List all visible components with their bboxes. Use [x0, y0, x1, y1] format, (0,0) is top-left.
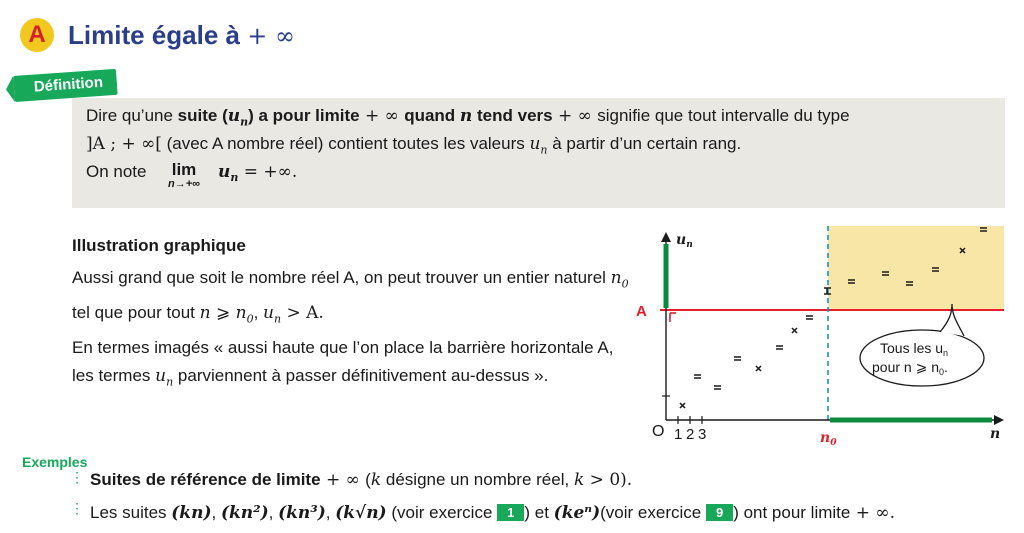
- bubble-line-2: [872, 359, 948, 377]
- bubble-text: .: [944, 359, 948, 375]
- speech-bubble: [860, 330, 984, 386]
- point: [756, 366, 761, 371]
- math: n: [235, 302, 247, 323]
- n0-main: n: [820, 430, 831, 446]
- y-label-main: u: [676, 232, 687, 248]
- math: u: [263, 302, 274, 323]
- bullet-dots: ⋮: [70, 500, 84, 516]
- math: 0: [621, 277, 629, 291]
- exercise-link-9[interactable]: 9: [706, 504, 733, 521]
- limit-expression: [218, 162, 297, 185]
- text: ,: [253, 302, 264, 322]
- tick-label-1: 1: [674, 426, 683, 443]
- math: + ∞: [552, 106, 598, 126]
- point: [734, 357, 741, 360]
- math: n: [459, 106, 473, 126]
- bubble-text: pour n ⩾ n: [872, 359, 939, 375]
- text: à partir d’un certain rang.: [547, 134, 742, 153]
- text: ,: [268, 503, 279, 522]
- tick-label-2: 2: [686, 426, 695, 443]
- exercise-link-1[interactable]: 1: [497, 504, 524, 521]
- text: suite (: [177, 106, 228, 125]
- title-math: + ∞: [247, 22, 295, 50]
- math: + ∞: [359, 106, 405, 126]
- math: ]A ; + ∞[: [86, 134, 162, 154]
- text: ,: [325, 503, 336, 522]
- text: (: [365, 470, 371, 489]
- point: [792, 328, 797, 333]
- n0-label: [820, 430, 837, 448]
- sequence-graph: [632, 220, 1012, 452]
- math: 0: [246, 312, 254, 326]
- math: + ∞: [320, 470, 366, 490]
- math: (keⁿ): [553, 503, 601, 523]
- zone-above-a: [828, 226, 1004, 310]
- text: ,: [211, 503, 221, 522]
- x-axis-label: n: [990, 426, 1001, 442]
- definition-line-3: [86, 162, 147, 182]
- point: [806, 316, 813, 319]
- section-title: [68, 20, 295, 51]
- math: n: [273, 312, 282, 326]
- bubble-text: Tous les u: [880, 340, 944, 356]
- n0-sub: 0: [830, 438, 837, 448]
- math: n: [540, 143, 548, 157]
- math: u: [155, 366, 167, 387]
- text: Aussi grand que soit le nombre réel A, on peut trouver un entier naturel: [72, 268, 611, 287]
- math: n: [610, 268, 622, 288]
- examples-line-1: [90, 470, 632, 490]
- bullet-dots: ⋮: [70, 469, 84, 485]
- math: = +∞.: [238, 162, 298, 182]
- text: ) ont pour limite: [733, 503, 851, 522]
- math: > 0).: [584, 470, 633, 490]
- math: n: [199, 302, 211, 323]
- math: k: [573, 470, 585, 490]
- text: signifie que tout intervalle du type: [597, 106, 850, 125]
- text: quand: [404, 106, 460, 125]
- examples-tag: Exemples: [22, 454, 88, 470]
- math: (kn): [171, 503, 212, 523]
- illustration-title: Illustration graphique: [72, 236, 246, 255]
- definition-tag: Définition: [13, 69, 118, 102]
- y-axis-arrow: [661, 232, 671, 242]
- math: u: [227, 106, 241, 126]
- text: tel que pour tout: [72, 302, 200, 322]
- text: Suites de référence de limite: [90, 470, 321, 489]
- math: n: [166, 375, 174, 389]
- text: désigne un nombre réel,: [381, 470, 574, 489]
- text: ) a pour limite: [248, 106, 360, 125]
- text: Dire qu’une: [86, 106, 178, 125]
- bubble-sub: n: [943, 348, 949, 358]
- tick-label-3: 3: [698, 426, 707, 443]
- text: ) et: [524, 503, 554, 522]
- section-badge: A: [20, 18, 54, 52]
- bubble-line-1: [880, 340, 948, 358]
- y-label-sub: n: [686, 240, 693, 250]
- point: [680, 403, 685, 408]
- math: n: [230, 171, 239, 185]
- limit-notation: [158, 160, 210, 190]
- definition-line-2: [86, 134, 741, 156]
- math: u: [529, 134, 541, 154]
- examples-line-2: [90, 503, 895, 523]
- math: + ∞.: [850, 503, 895, 523]
- definition-line-1: [86, 106, 850, 128]
- a-label: A: [636, 303, 647, 320]
- x-axis-arrow: [994, 415, 1004, 425]
- math: n: [240, 115, 249, 129]
- bubble-sub: 0: [939, 367, 945, 377]
- math: k: [370, 470, 382, 490]
- text: En termes imagés « aussi haute que l’on place la barrière horizontale A, les termes: [72, 337, 614, 386]
- text: tend vers: [472, 106, 553, 125]
- y-axis-label: [676, 232, 693, 250]
- origin-label: O: [652, 423, 665, 440]
- title-text: Limite égale à: [68, 20, 240, 50]
- definition-box: [72, 98, 1005, 208]
- math: (k√n): [335, 503, 387, 523]
- illustration-text: [72, 264, 632, 397]
- lim-subscript: n→+∞: [168, 178, 200, 190]
- lim-text: lim: [171, 160, 197, 179]
- math: ⩾: [210, 302, 236, 323]
- point: [776, 346, 783, 349]
- text: (voir exercice: [386, 503, 498, 522]
- text: (voir exercice: [600, 503, 706, 522]
- math: (kn²): [220, 503, 269, 523]
- math: (kn³): [278, 503, 326, 523]
- math: u: [218, 162, 231, 182]
- text: (avec A nombre réel) contient toutes les valeurs: [161, 134, 530, 153]
- point: [694, 375, 701, 378]
- text: Les suites: [90, 503, 172, 522]
- text: On note: [86, 162, 147, 181]
- text: parviennent à passer définitivement au-dessus ».: [173, 366, 549, 386]
- math: > A.: [281, 302, 324, 323]
- point: [714, 386, 721, 389]
